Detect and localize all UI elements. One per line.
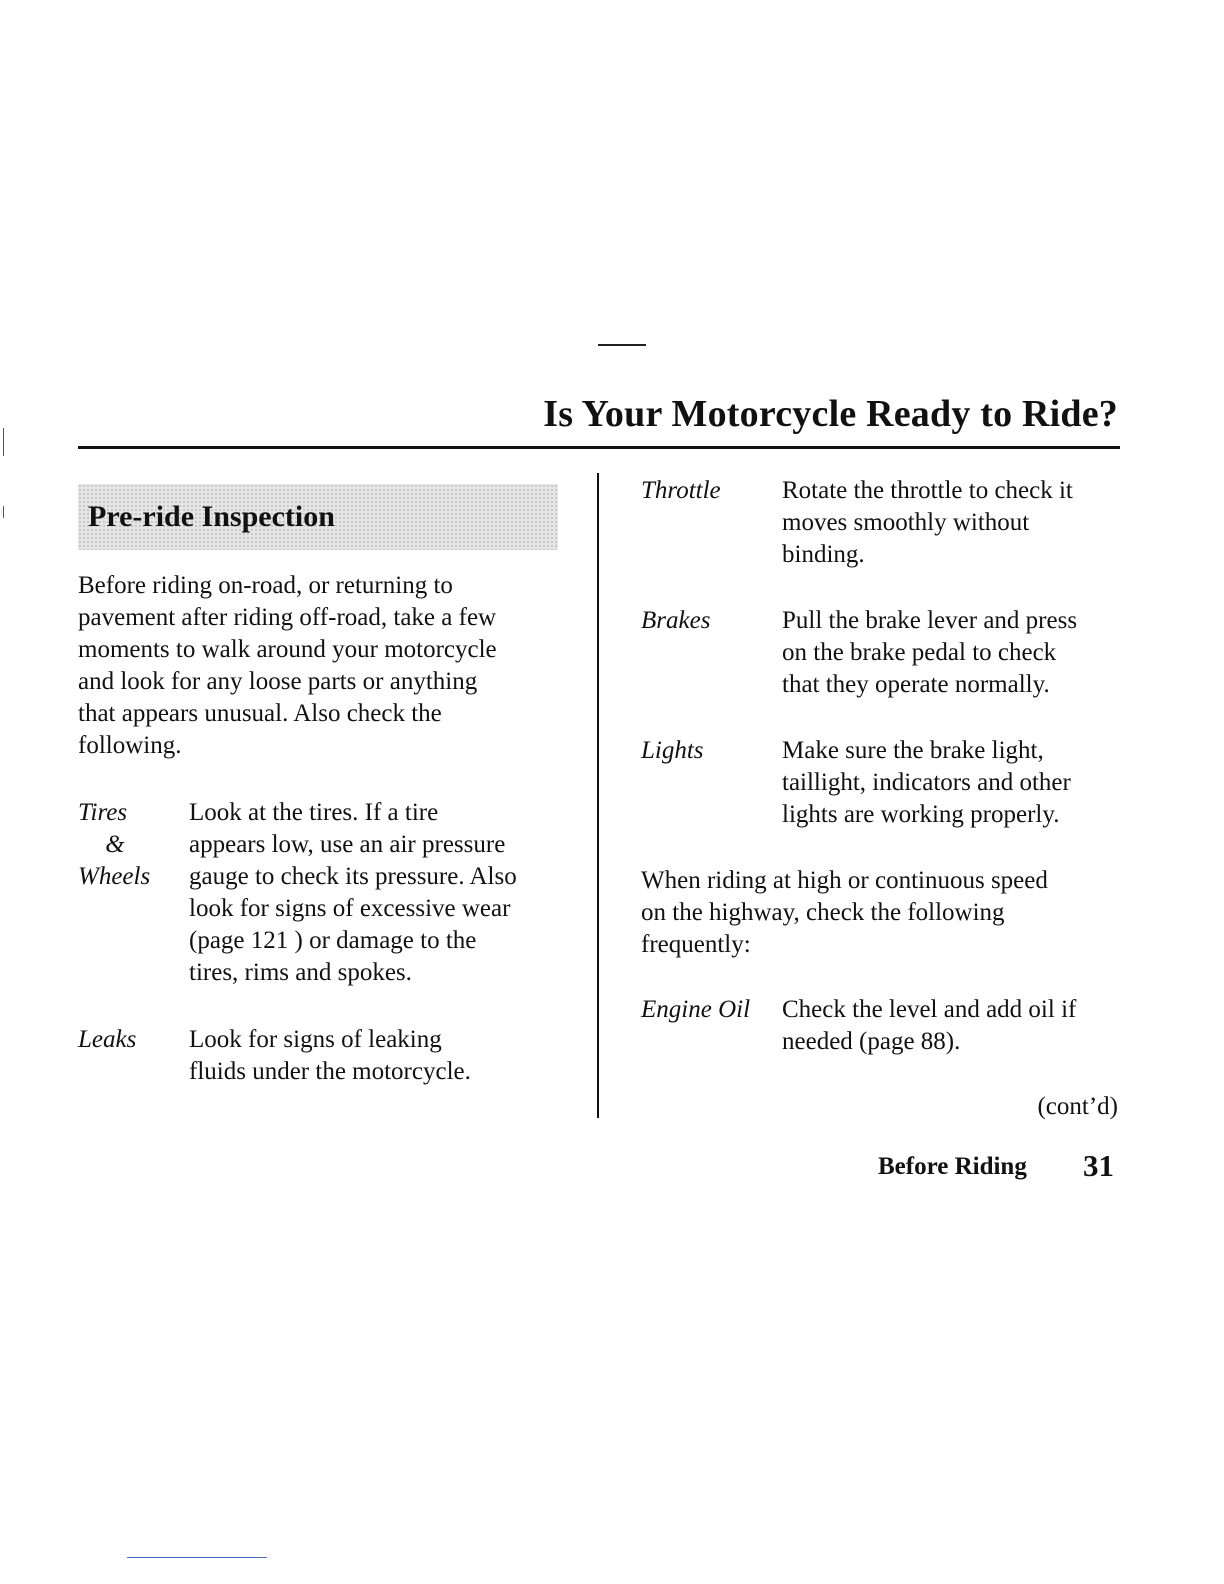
footer-section-label: Before Riding xyxy=(878,1153,1027,1180)
item-desc-lights xyxy=(782,735,1122,831)
term-line: Throttle xyxy=(641,477,721,504)
text-line: and look for any loose parts or anything xyxy=(78,668,478,695)
title-rule xyxy=(78,446,1120,449)
text-line: Make sure the brake light, xyxy=(782,737,1044,764)
item-term-brakes xyxy=(641,605,781,637)
margin-mark xyxy=(3,428,4,456)
page-number: 31 xyxy=(1083,1148,1114,1183)
item-desc-engine-oil xyxy=(782,994,1122,1058)
item-term-lights xyxy=(641,735,781,767)
text-line: Check the level and add oil if xyxy=(782,996,1077,1023)
item-term-throttle xyxy=(641,475,781,507)
text-line: Look at the tires. If a tire xyxy=(189,799,439,826)
text-line: tires, rims and spokes. xyxy=(189,959,412,986)
item-term-engine-oil xyxy=(641,994,781,1026)
text-line: When riding at high or continuous speed xyxy=(641,867,1048,894)
top-dash-rule xyxy=(598,344,646,346)
highway-paragraph xyxy=(641,865,1111,961)
text-line: that they operate normally. xyxy=(782,671,1050,698)
section-heading: Pre-ride Inspection xyxy=(88,500,335,533)
text-line: fluids under the motorcycle. xyxy=(189,1058,471,1085)
text-line: on the brake pedal to check xyxy=(782,639,1057,666)
text-line: on the highway, check the following xyxy=(641,899,1005,926)
item-term-leaks xyxy=(78,1024,188,1056)
bottom-rule xyxy=(127,1557,267,1558)
text-line: following. xyxy=(78,732,182,759)
column-divider xyxy=(597,473,599,1118)
term-line: Engine Oil xyxy=(641,996,751,1023)
item-term-tires-wheels xyxy=(78,797,188,893)
text-line: appears low, use an air pressure xyxy=(189,831,506,858)
text-line: Look for signs of leaking xyxy=(189,1026,442,1053)
item-desc-brakes xyxy=(782,605,1122,701)
margin-mark xyxy=(3,506,4,518)
intro-paragraph xyxy=(78,570,568,762)
term-line: Lights xyxy=(641,737,704,764)
term-line: Brakes xyxy=(641,607,711,634)
term-line: Leaks xyxy=(78,1026,137,1053)
text-line: binding. xyxy=(782,541,865,568)
text-line: needed (page 88). xyxy=(782,1028,961,1055)
item-desc-throttle xyxy=(782,475,1122,571)
term-line: Wheels xyxy=(78,863,151,890)
text-line: pavement after riding off-road, take a few xyxy=(78,604,497,631)
text-line: (page 121 ) or damage to the xyxy=(189,927,477,954)
item-desc-leaks xyxy=(189,1024,569,1088)
text-line: Rotate the throttle to check it xyxy=(782,477,1073,504)
text-line: Pull the brake lever and press xyxy=(782,607,1078,634)
text-line: moments to walk around your motorcycle xyxy=(78,636,497,663)
text-line: look for signs of excessive wear xyxy=(189,895,511,922)
text-line: gauge to check its pressure. Also xyxy=(189,863,517,890)
continued-note: (cont’d) xyxy=(1037,1093,1118,1120)
text-line: lights are working properly. xyxy=(782,801,1060,828)
page-title: Is Your Motorcycle Ready to Ride? xyxy=(543,393,1118,435)
text-line: taillight, indicators and other xyxy=(782,769,1071,796)
item-desc-tires-wheels xyxy=(189,797,569,989)
term-line: & xyxy=(105,831,125,858)
term-line: Tires xyxy=(78,799,128,826)
text-line: moves smoothly without xyxy=(782,509,1030,536)
text-line: Before riding on-road, or returning to xyxy=(78,572,453,599)
text-line: that appears unusual. Also check the xyxy=(78,700,442,727)
text-line: frequently: xyxy=(641,931,751,958)
